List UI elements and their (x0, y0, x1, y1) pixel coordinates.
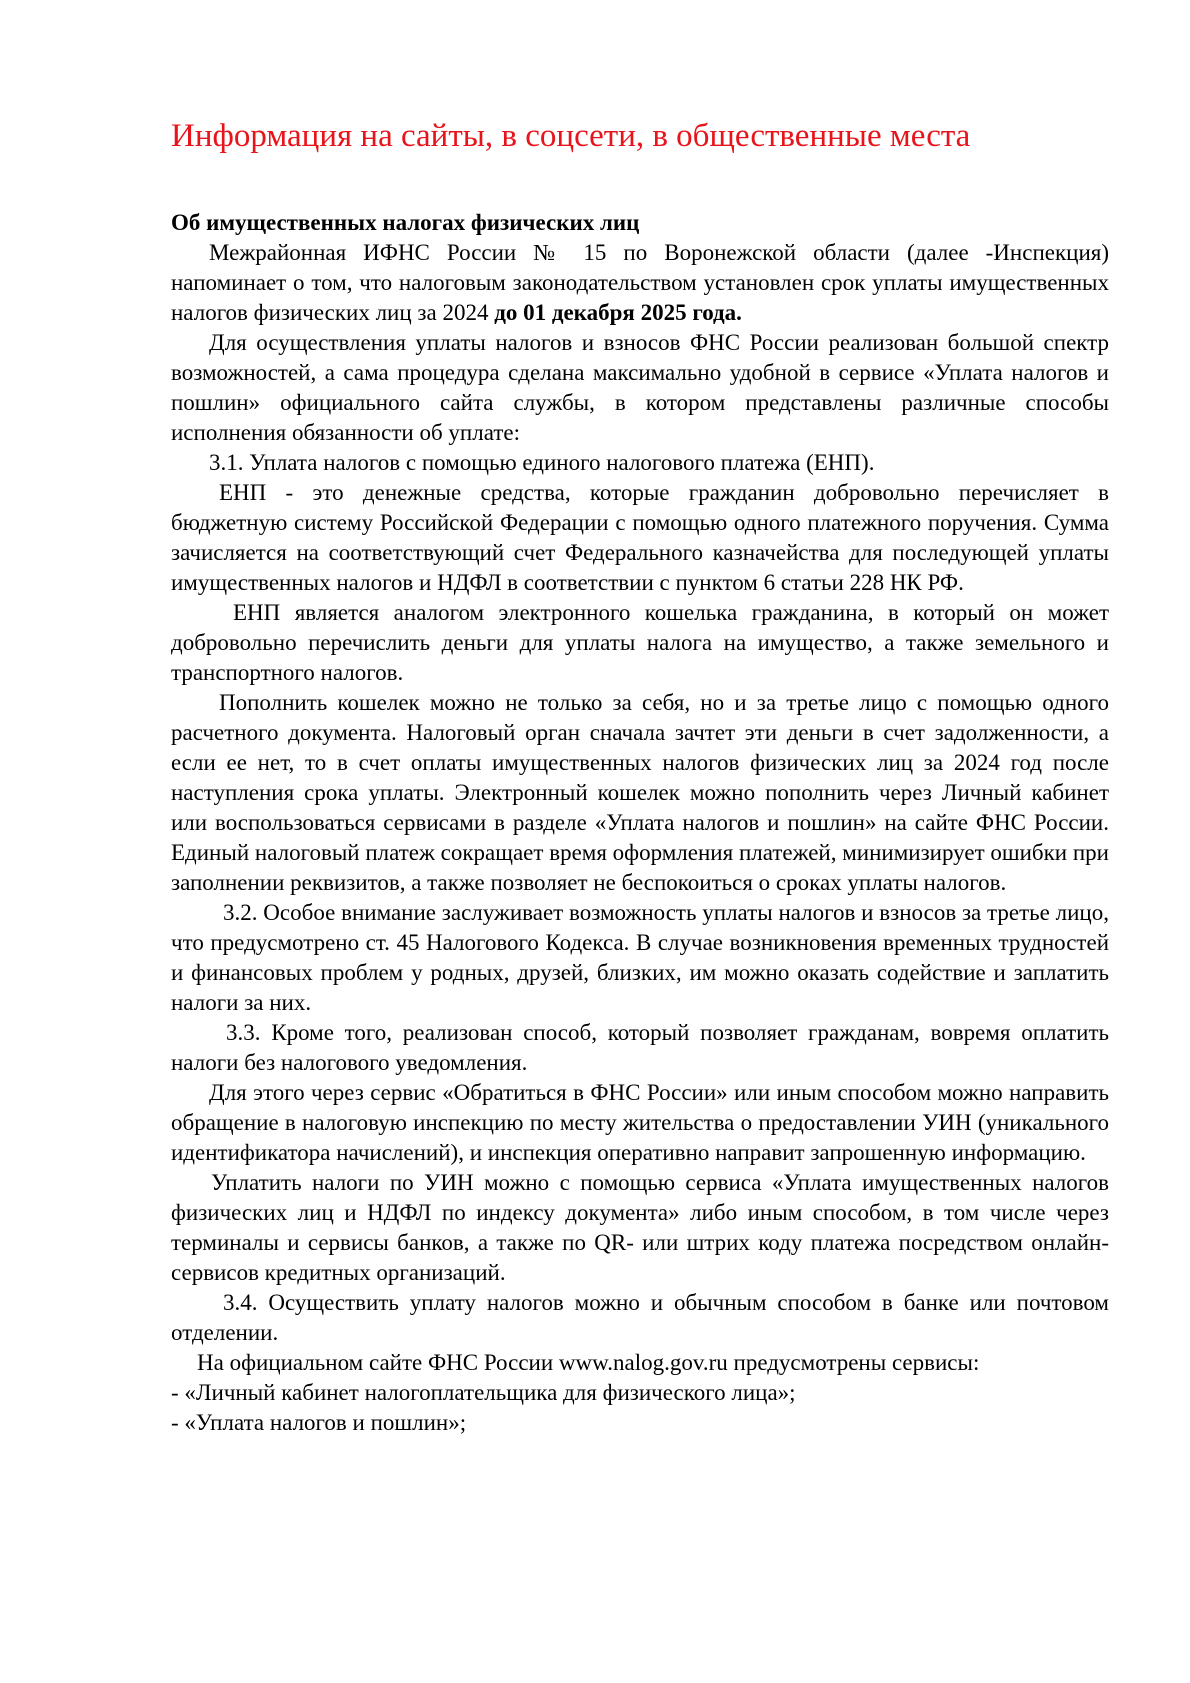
paragraph-section-3-3: 3.3. Кроме того, реализован способ, который позволяет гражданам, вовремя оплатить налоги без налогового уведомления. (171, 1020, 1109, 1075)
paragraph-section-3-2: 3.2. Особое внимание заслуживает возможность уплаты налогов и взносов за третье лицо, что предусмотрено ст. 45 Налогового Кодекса. В случае возникновения временных трудностей и финансовых проблем у родных, друзей, близких, им можно оказать содействие и заплатить налоги за них. (171, 900, 1109, 1015)
paragraph-enp-definition: ЕНП - это денежные средства, которые гражданин добровольно перечисляет в бюджетную систему Российской Федерации с помощью одного платежного поручения. Сумма зачисляется на соответствующий счет Федерального казначейства для последующей уплаты имущественных налогов и НДФЛ в соответствии с пунктом 6 статьи 228 НК РФ. (171, 480, 1109, 595)
service-list-item: - «Уплата налогов и пошлин»; (171, 1410, 467, 1435)
paragraph-wallet-topup: Пополнить кошелек можно не только за себя, но и за третье лицо с помощью одного расчетного документа. Налоговый орган сначала зачтет эти деньги в счет задолженности, а если ее нет, то в счет оплаты имущественных налогов физических лиц за 2024 год после наступления срока уплаты. Электронный кошелек можно пополнить через Личный кабинет или воспользоваться сервисами в разделе «Уплата налогов и пошлин» на сайте ФНС России. Единый налоговый платеж сокращает время оформления платежей, минимизирует ошибки при заполнении реквизитов, а также позволяет не беспокоиться о сроках уплаты налогов. (171, 690, 1109, 895)
paragraph-services-intro: На официальном сайте ФНС России www.nalog.gov.ru предусмотрены сервисы: (197, 1350, 980, 1375)
document-headline: Информация на сайты, в соцсети, в общественные места (171, 118, 971, 154)
paragraph-section-3-1: 3.1. Уплата налогов с помощью единого налогового платежа (ЕНП). (209, 450, 875, 475)
document-page (171, 112, 1109, 1438)
paragraph-enp-wallet: ЕНП является аналогом электронного кошелька гражданина, в который он может добровольно перечислить деньги для уплаты налога на имущество, а также земельного и транспортного налогов. (171, 600, 1109, 685)
payment-deadline: до 01 декабря 2025 года. (494, 300, 742, 325)
paragraph-payment-options: Для осуществления уплаты налогов и взносов ФНС России реализован большой спектр возможностей, а сама процедура сделана максимально удобной в сервисе «Уплата налогов и пошлин» официального сайта службы, в котором представлены различные способы исполнения обязанности об уплате: (171, 330, 1109, 445)
paragraph-intro-text: Межрайонная ИФНС России № 15 по Воронежской области (далее -Инспекция) напоминает о том, что налоговым законодательством установлен срок уплаты имущественных налогов физических лиц за 2024 (171, 240, 1109, 325)
paragraph-uin-request: Для этого через сервис «Обратиться в ФНС России» или иным способом можно направить обращение в налоговую инспекцию по месту жительства о предоставлении УИН (уникального идентификатора начислений), и инспекция оперативно направит запрошенную информацию. (171, 1080, 1109, 1165)
paragraph-section-3-4: 3.4. Осуществить уплату налогов можно и обычным способом в банке или почтовом отделении. (171, 1290, 1109, 1345)
paragraph-intro (171, 238, 1109, 328)
paragraph-uin-payment: Уплатить налоги по УИН можно с помощью сервиса «Уплата имущественных налогов физических лиц и НДФЛ по индексу документа» либо иным способом, в том числе через терминалы и сервисы банков, а также по QR- или штрих коду платежа посредством онлайн-сервисов кредитных организаций. (171, 1170, 1109, 1285)
service-list-item: - «Личный кабинет налогоплательщика для физического лица»; (171, 1380, 796, 1405)
article-title: Об имущественных налогах физических лиц (171, 210, 640, 235)
